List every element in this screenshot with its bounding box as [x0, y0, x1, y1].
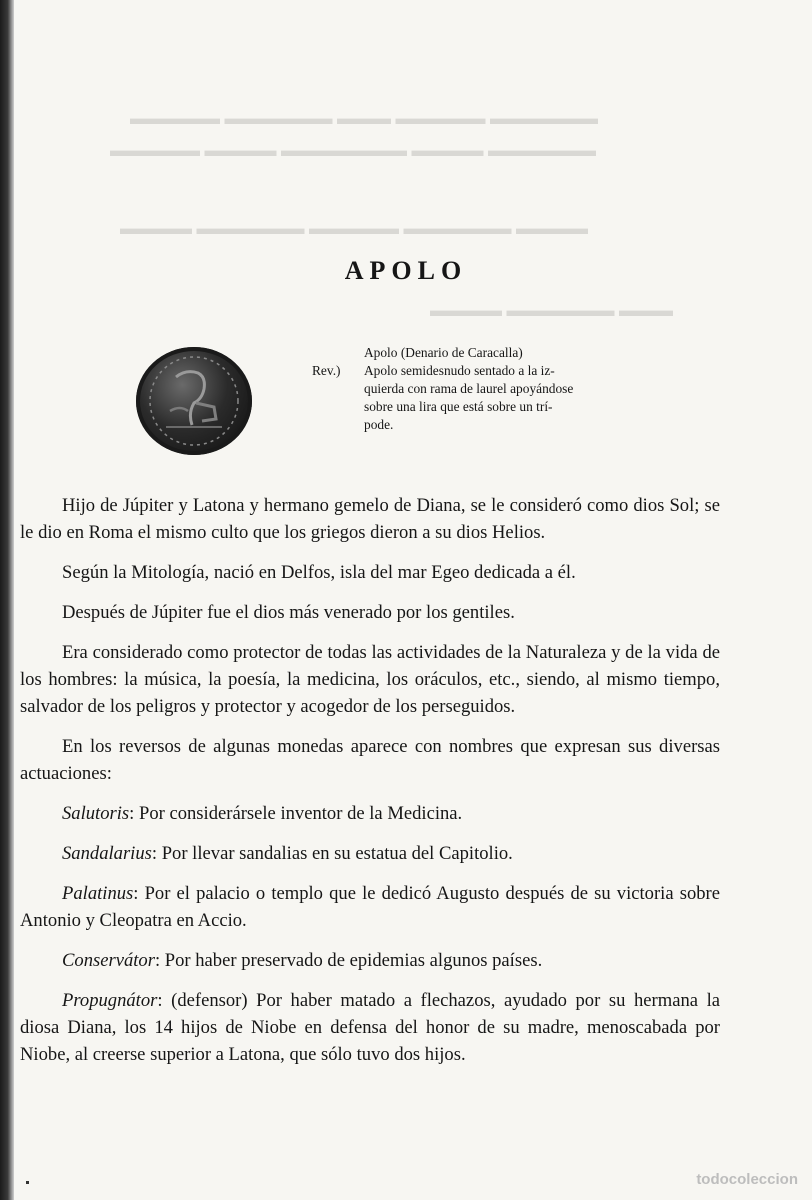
epithet-paragraph: [20, 840, 720, 867]
epithet-paragraph: [20, 987, 720, 1068]
epithet-text: : Por el palacio o templo que le dedicó Augusto después de su victoria sobre Antonio y Cleopatra en Accio.: [20, 883, 720, 931]
bleed-through-text: ▬▬▬▬▬ ▬▬▬▬ ▬▬▬▬▬▬▬ ▬▬▬▬ ▬▬▬▬▬▬: [110, 140, 596, 160]
page-title: APOLO: [344, 256, 468, 285]
epithet-paragraph: [20, 947, 720, 974]
epithet-text: : Por llevar sandalias en su estatua del Capitolio.: [151, 843, 513, 864]
epithet-name: Sandalarius: [62, 843, 152, 864]
reverse-label: Rev.): [312, 363, 341, 378]
coin-caption-title: Apolo (Denario de Caracalla): [364, 345, 523, 360]
epithet-text: : Por considerársele inventor de la Medicina.: [129, 803, 463, 824]
bleed-through-text: ▬▬▬▬ ▬▬▬▬▬▬ ▬▬▬: [430, 300, 673, 320]
paragraph: Después de Júpiter fue el dios más venerado por los gentiles.: [62, 602, 515, 623]
paragraph: Según la Mitología, nació en Delfos, isla del mar Egeo dedicada a él.: [62, 562, 576, 583]
paragraph: Hijo de Júpiter y Latona y hermano gemelo de Diana, se le consideró como dios Sol; se le dio en Roma el mismo culto que los griegos dieron a su dios Helios.: [20, 495, 720, 543]
epithet-paragraph: [20, 880, 720, 934]
epithet-name: Conservátor: [62, 950, 155, 971]
bleed-through-text: ▬▬▬▬▬ ▬▬▬▬▬▬ ▬▬▬ ▬▬▬▬▬ ▬▬▬▬▬▬: [130, 108, 598, 128]
bleed-through-text: ▬▬▬▬ ▬▬▬▬▬▬ ▬▬▬▬▬ ▬▬▬▬▬▬ ▬▬▬▬: [120, 218, 588, 238]
reverse-description-line: sobre una lira que está sobre un trí-: [364, 399, 553, 414]
epithet-name: Palatinus: [62, 883, 134, 904]
page-edge-shadow: [0, 0, 14, 1200]
watermark-logo: todocoleccion: [696, 1171, 798, 1188]
reverse-description-line: pode.: [364, 417, 394, 432]
epithet-text: : (defensor) Por haber matado a flechazos, ayudado por su hermana la diosa Diana, los 14 hijos de Niobe en defensa del honor de su madre, menoscabada por Niobe, al creerse superior a Latona, que sólo tuvo dos hijos.: [20, 990, 720, 1065]
reverse-description-line: Apolo semidesnudo sentado a la iz-: [364, 363, 555, 378]
coin-caption: [312, 344, 620, 434]
epithet-paragraph: [20, 800, 720, 827]
epithet-text: : Por haber preservado de epidemias algunos países.: [154, 950, 543, 971]
body-text: [20, 492, 720, 1081]
epithet-name: Propugnátor: [62, 990, 158, 1011]
epithet-name: Salutoris: [62, 803, 130, 824]
reverse-description-line: quierda con rama de laurel apoyándose: [364, 381, 574, 396]
paragraph: Era considerado como protector de todas las actividades de la Naturaleza y de la vida de los hombres: la música, la poesía, la medicina, los oráculos, etc., siendo, al mismo tiempo, salvador de los peligros y protector y acogedor de los perseguidos.: [20, 642, 720, 717]
paragraph: En los reversos de algunas monedas aparece con nombres que expresan sus diversas actuaciones:: [20, 736, 720, 784]
footer-dot: [26, 1181, 29, 1184]
coin-image: [136, 347, 252, 455]
coin-relief-icon: [136, 347, 252, 455]
